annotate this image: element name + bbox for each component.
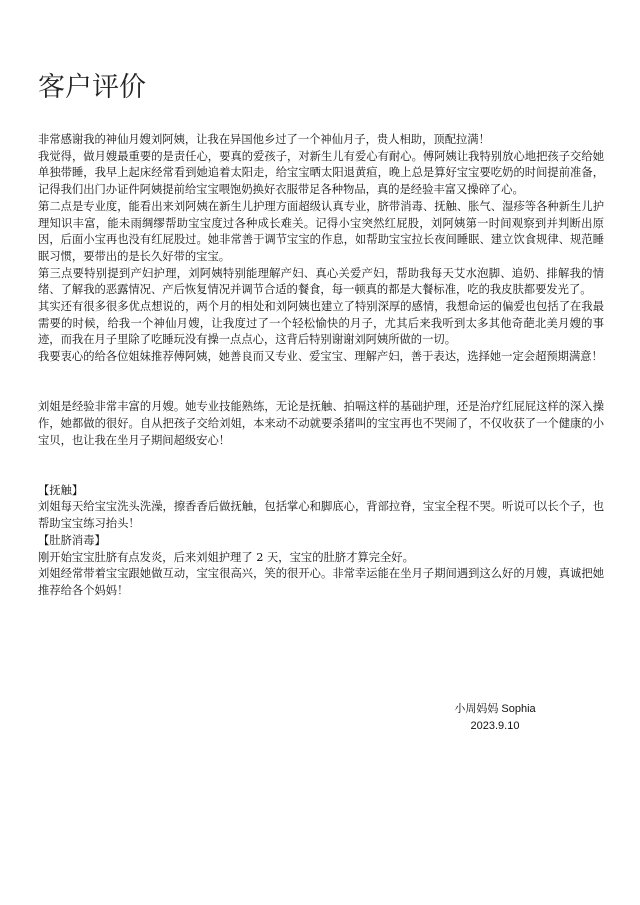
signature-date: 2023.9.10 bbox=[470, 720, 520, 732]
signature-block bbox=[452, 701, 538, 735]
review-paragraph: 我觉得，做月嫂最重要的是责任心，要真的爱孩子，对新生儿有爱心有耐心。傅阿姨让我特别放心地把孩子交给她单独带睡，我早上起床经常看到她追着太阳走，给宝宝晒太阳退黄疸，晚上总是算好宝宝要吃奶的时间提前准备，记得我们出门办证件阿姨提前给宝宝喂饱奶换好衣服带足各种物品，真的是经验丰富又操碎了心。 bbox=[38, 149, 604, 197]
review-paragraph: 我要衷心的给各位姐妹推荐傅阿姨，她善良而又专业、爱宝宝、理解产妇，善于表达，选择她一定会超预期满意！ bbox=[38, 350, 603, 364]
review-paragraph: 第二点是专业度，能看出来刘阿姨在新生儿护理方面超级认真专业，脐带消毒、抚触、胀气、湿疹等各种新生儿护理知识丰富，能未雨绸缪帮助宝宝度过各种成长难关。记得小宝突然红屁股，刘阿姨第一时间观察到并判断出原因，后面小宝再也没有红屁股过。她非常善于调节宝宝的作息，如帮助宝宝拉长夜间睡眠、建立饮食规律、规范睡眠习惯，要带出的是长久好带的宝宝。 bbox=[38, 199, 604, 263]
document-body bbox=[38, 132, 604, 600]
review-paragraph: 刘姐每天给宝宝洗头洗澡，擦香香后做抚触，包括掌心和脚底心，背部拉脊，宝宝全程不哭。听说可以长个子，也帮助宝宝练习抬头！ bbox=[38, 500, 604, 531]
review-section-3 bbox=[38, 483, 604, 600]
signature-name: 小周妈妈 Sophia bbox=[454, 703, 536, 715]
review-section-2 bbox=[38, 399, 604, 449]
review-section-1 bbox=[38, 132, 604, 366]
page-title: 客户评价 bbox=[38, 72, 146, 103]
review-paragraph: 刚开始宝宝肚脐有点发炎，后来刘姐护理了 2 天，宝宝的肚脐才算完全好。 bbox=[38, 550, 414, 564]
section-heading-touch: 【抚触】 bbox=[38, 483, 84, 497]
review-paragraph: 第三点要特别提到产妇护理，刘阿姨特别能理解产妇、真心关爱产妇，帮助我每天艾水泡脚、追奶、排解我的情绪、了解我的恶露情况、产后恢复情况并调节合适的餐食，每一顿真的都是大餐标准，吃的我皮肤都要发光了。 bbox=[38, 266, 604, 297]
closing-paragraph: 刘姐经常带着宝宝跟她做互动，宝宝很高兴，笑的很开心。非常幸运能在坐月子期间遇到这么好的月嫂，真诚把她推荐给各个妈妈！ bbox=[38, 567, 604, 597]
review-paragraph: 非常感谢我的神仙月嫂刘阿姨，让我在异国他乡过了一个神仙月子，贵人相助，顶配拉满！ bbox=[38, 133, 490, 146]
review-paragraph: 刘姐是经验非常丰富的月嫂。她专业技能熟练，无论是抚触、拍嗝这样的基础护理，还是治疗红屁屁这样的深入操作，她都做的很好。自从把孩子交给刘姐，本来动不动就要杀猪叫的宝宝再也不哭闹了，不仅收获了一个健康的小宝贝，也让我在坐月子期间超级安心！ bbox=[38, 400, 604, 447]
review-paragraph: 其实还有很多很多优点想说的，两个月的相处和刘阿姨也建立了特别深厚的感情，我想命运的偏爱也包括了在我最需要的时候，给我一个神仙月嫂，让我度过了一个轻松愉快的月子，尤其后来我听到太多其他奇葩北美月嫂的事迹，而我在月子里除了吃睡玩没有操一点点心，这背后特别谢谢刘阿姨所做的一切。 bbox=[38, 300, 604, 347]
section-heading-navel-care: 【肚脐消毒】 bbox=[38, 533, 106, 547]
